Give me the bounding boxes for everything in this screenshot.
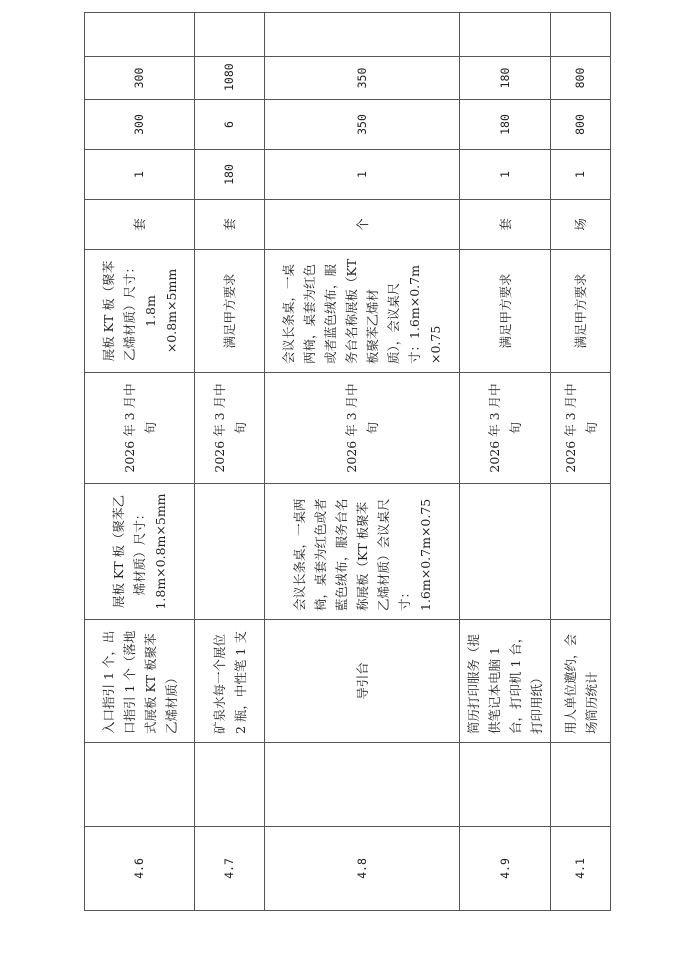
cell-total: 300 (85, 57, 195, 100)
cell-note (195, 13, 265, 57)
cell-total: 1080 (195, 57, 265, 100)
cell-note (85, 13, 195, 57)
cell-number: 4.9 (460, 827, 551, 911)
cell-unit-price: 6 (195, 100, 265, 150)
cell-number: 4.6 (85, 827, 195, 911)
cell-item (265, 743, 460, 827)
rotated-table-wrapper (84, 63, 609, 911)
table-row (551, 13, 611, 911)
cell-content: 用人单位邀约，会场简历统计 (551, 620, 611, 743)
cell-spec (195, 484, 265, 620)
cell-unit: 套 (460, 200, 551, 250)
cell-quantity: 1 (460, 150, 551, 200)
cell-item (460, 743, 551, 827)
cell-unit-price: 300 (85, 100, 195, 150)
cell-time: 2026 年 3 月中旬 (551, 373, 611, 484)
cell-time: 2026 年 3 月中旬 (460, 373, 551, 484)
cell-unit-price: 180 (460, 100, 551, 150)
cell-unit: 套 (195, 200, 265, 250)
cell-content: 入口指引 1 个，出口指引 1 个（落地式展板 KT 板聚苯乙烯材质） (85, 620, 195, 743)
cell-requirement: 满足甲方要求 (551, 250, 611, 373)
quotation-table (84, 12, 611, 911)
cell-content: 导引台 (265, 620, 460, 743)
cell-total: 800 (551, 57, 611, 100)
cell-requirement: 满足甲方要求 (460, 250, 551, 373)
cell-spec (551, 484, 611, 620)
table-row (265, 13, 460, 911)
cell-time: 2026 年 3 月中旬 (265, 373, 460, 484)
cell-total: 350 (265, 57, 460, 100)
cell-spec: 展板 KT 板（聚苯乙烯材质）尺寸：1.8m×0.8m×5mm (85, 484, 195, 620)
cell-number: 4.8 (265, 827, 460, 911)
cell-requirement: 展板 KT 板（聚苯乙烯材质）尺寸：1.8m ×0.8m×5mm (85, 250, 195, 373)
cell-note (551, 13, 611, 57)
cell-number: 4.7 (195, 827, 265, 911)
cell-unit: 套 (85, 200, 195, 250)
table-row (85, 13, 195, 911)
cell-item (551, 743, 611, 827)
cell-quantity: 1 (85, 150, 195, 200)
cell-content: 简历打印服务（提供笔记本电脑 1 台，打印机 1 台，打印用纸） (460, 620, 551, 743)
cell-item (85, 743, 195, 827)
table-row (460, 13, 551, 911)
cell-total: 180 (460, 57, 551, 100)
cell-time: 2026 年 3 月中旬 (85, 373, 195, 484)
cell-quantity: 1 (265, 150, 460, 200)
table-row (195, 13, 265, 911)
cell-number: 4.1 (551, 827, 611, 911)
cell-item (195, 743, 265, 827)
cell-requirement: 会议长条桌，一桌两椅，桌套为红色或者蓝色绒布，服务台名称展板（KT 板聚苯乙烯材质），会议桌尺寸：1.6m×0.7m ×0.75 (265, 250, 460, 373)
cell-spec: 会议长条桌，一桌两椅，桌套为红色或者藍色绒布，服务台名称展板（KT 板聚苯乙烯材质）会议桌尺寸：1.6m×0.7m×0.75 (265, 484, 460, 620)
cell-unit: 个 (265, 200, 460, 250)
cell-unit-price: 800 (551, 100, 611, 150)
cell-spec (460, 484, 551, 620)
cell-quantity: 1 (551, 150, 611, 200)
cell-unit: 场 (551, 200, 611, 250)
cell-requirement: 满足甲方要求 (195, 250, 265, 373)
cell-quantity: 180 (195, 150, 265, 200)
cell-note (265, 13, 460, 57)
cell-note (460, 13, 551, 57)
cell-unit-price: 350 (265, 100, 460, 150)
cell-content: 矿泉水每一个展位 2 瓶，中性笔 1 支 (195, 620, 265, 743)
cell-time: 2026 年 3 月中旬 (195, 373, 265, 484)
